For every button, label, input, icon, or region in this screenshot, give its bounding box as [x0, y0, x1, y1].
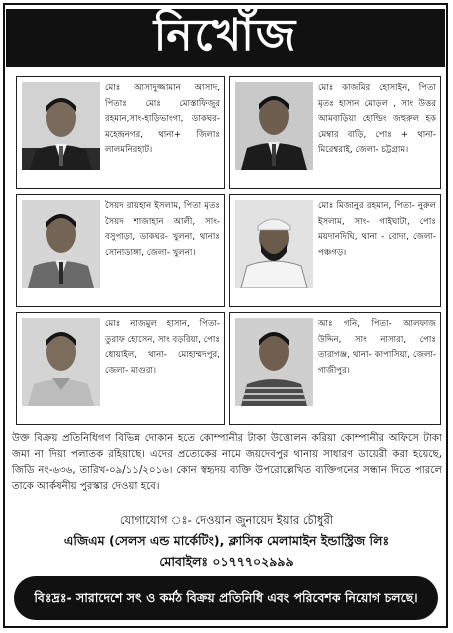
person-card-2 [229, 76, 441, 189]
person-desc-2: মোঃ কাজমির হোসাইন, পিতা মৃতঃ হাসান মোড়ল , সাং উত্তর আমবাড়িয়া হোল্ডিং জহুরুল হক মেম্বার বাড়ি, পোঃ + থানা- মিরেশ্বরাই, জেলা- চট্টগ্রাম। [318, 83, 436, 155]
person-desc-5: মোঃ নাজমুল হাসান, পিতা- তুরাফ হোসেন, সাং বড়রিয়া, পোঃ ধোয়াইল, থানা- মোহাম্মদপুর, জেলা- মাগুরা। [105, 319, 221, 376]
contact-mobile: মোবাইলঃ ০১৭৭৭০২৯৯৯ [159, 554, 294, 569]
person-desc-4: মোঃ মিজানুর রহমান, পিতা- নুরুল ইসলাম, সাং- গাইঘাটা, পোঃ ময়দানদিঘি, থানা - বোদা, জেলা- পঞ্চগড়। [318, 201, 436, 258]
missing-banner [6, 9, 445, 67]
person-photo-5 [22, 318, 100, 406]
person-desc-1: মোঃ আসাদুজ্জামান আসাদ, পিতাঃ মোঃ মোস্তাফিজুর রহমান,সাং-হাড়িভাংগা, ডাকঘর-মহেন্দ্রনগর, থানা+ জিলাঃ লালমনিরহাট। [105, 83, 220, 155]
person-photo-6 [235, 318, 313, 406]
person-card-5 [16, 312, 225, 425]
person-photo-3 [22, 200, 100, 288]
person-card-4 [229, 194, 441, 307]
recruitment-notice [14, 576, 438, 620]
contact-name: যোগাযোগ ঃ- দেওয়ান জুনায়েদ ইয়ার চৌধুরী [119, 513, 334, 527]
person-photo-2 [235, 82, 313, 170]
person-desc-6: আঃ গনি, পিতা- আলফাজ উদ্দিন, সাং নাসারা, পোঃ তারাগঞ্জ, থানা- কাপাসিয়া, জেলা- গাজীপুর। [318, 319, 436, 376]
recruitment-notice-text: বিঃদ্রঃ- সারাদেশে সৎ ও কর্মঠ বিক্রয় প্রতিনিধি এবং পরিবেশক নিয়োগ চলছে। [34, 590, 418, 605]
person-photo-1 [22, 82, 100, 170]
notice-paragraph: উক্ত বিক্রয় প্রতিনিধিগণ বিভিন্ন দোকান হতে কোম্পানীর টাকা উত্তোলন করিয়া কোম্পানীর অফিসে টাকা জমা না দিয়া পলাতক রহিয়াছে। এদের প্রত্যেকের নামে জয়দেবপুর থানায় সাধারণ ডায়েরী করা হয়েছে, জিডি নং-৬৩৬, তারিখ-০৯/১১/২০১৬। কোন স্বহৃদয় ব্যক্তি উপরোল্লেখিত ব্যক্তিগনের সন্ধান দিতে পারলে তাকে আর্কষনীয় পুরস্কার দেওয়া হবে। [12, 433, 442, 492]
person-card-1 [16, 76, 225, 189]
person-card-3 [16, 194, 225, 307]
banner-title: নিখোঁজ [153, 9, 298, 61]
contact-designation: এজিএম (সেলস এন্ড মার্কেটিং), ক্লাসিক মেলামাইন ইন্ডাস্ট্রিজ লিঃ [63, 533, 390, 548]
person-card-6 [229, 312, 441, 425]
person-photo-4 [235, 200, 313, 288]
person-desc-3: সৈয়দ রায়হান ইসলাম, পিতা মৃতঃ সৈয়দ শাজাহান আলী, সাং- বসুপাড়া, ডাকঘর- খুলনা, থানাঃ সোনাডাঙ্গা, জেলা- খুলনা। [105, 201, 220, 258]
